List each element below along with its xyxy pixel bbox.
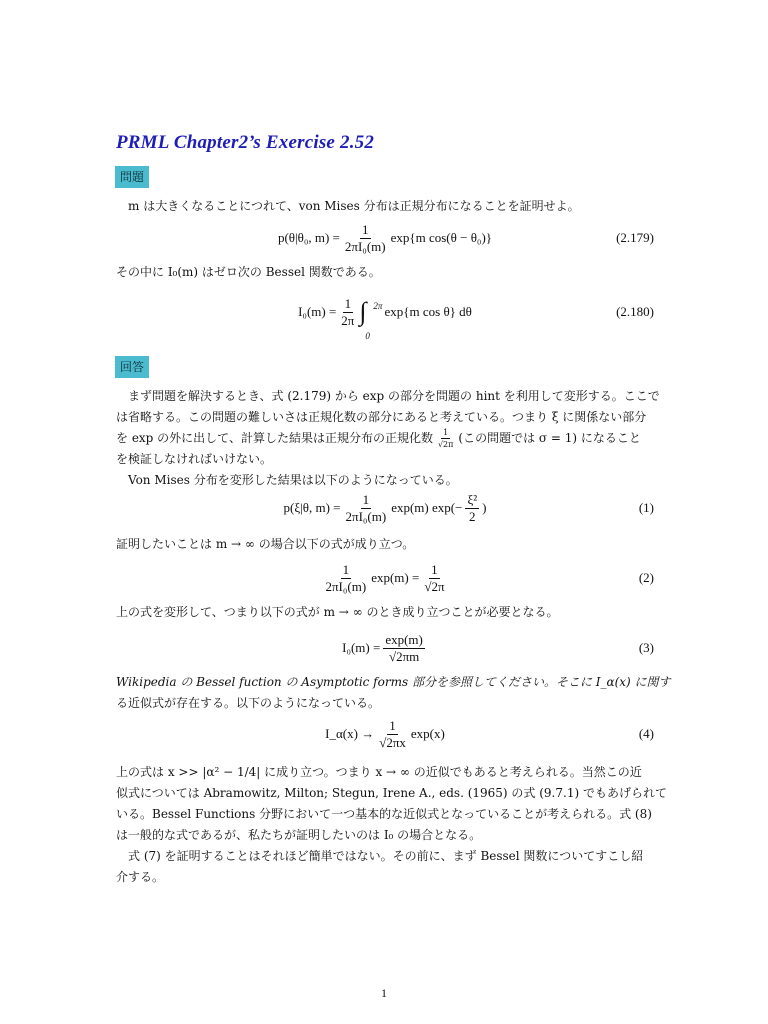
text-line: を exp の外に出して、計算した結果は正規分布の正規化数 $\frac{1}{√2\pi}$ (この問題では σ = 1) になること: [116, 428, 641, 449]
answer-paragraph-2: [116, 534, 654, 555]
eq-fraction: $\frac{\text{ξ²}}{2}$: [467, 491, 478, 524]
answer-paragraph-4: [116, 672, 671, 714]
eq-rhs: exp{m cos θ} dθ: [384, 304, 472, 319]
answer-label: 回答: [115, 356, 149, 378]
eq-lhs: p(ξ|θ, m) =: [283, 500, 341, 515]
text-line: 介する。: [116, 870, 165, 884]
text-line: 似式については Abramowitz, Milton; Stegun, Irene A., eds. (1965) の式 (9.7.1) でもあげられて: [116, 786, 667, 800]
problem-paragraph-2: [116, 262, 654, 283]
eq-fraction: $\frac{1}{√2\pi}$: [424, 561, 445, 594]
text-line: 上の式は x >> |α² − 1/4| に成り立つ。つまり x → ∞ の近似でもあると考えられる。当然この近: [116, 765, 642, 779]
problem-paragraph-1: [116, 196, 654, 217]
equation-1: [116, 488, 654, 528]
eq-tag: (3): [638, 640, 654, 655]
eq-tag: (1): [638, 500, 654, 515]
eq-lhs: I₀(m) =: [298, 304, 337, 319]
text-line: m は大きくなることにつれて、von Mises 分布は正規分布になることを証明せよ。: [128, 199, 580, 213]
eq-mid: exp(m) exp(−: [391, 500, 463, 515]
eq-lhs: p(θ|θ₀, m) =: [277, 230, 340, 245]
text-line: を検証しなければいけない。: [116, 452, 273, 466]
equation-3: [116, 628, 654, 668]
eq-mid: exp(m) =: [371, 570, 420, 585]
text-line: いる。Bessel Functions 分野において一つ基本的な近似式となっていることが考えられる。式 (8): [116, 807, 652, 821]
inline-fraction: $\frac{1}{√2\pi}$: [437, 428, 454, 449]
integral-sign: ∫ 2π 0: [359, 297, 383, 341]
eq-lhs: I_α(x) →: [325, 726, 375, 741]
equation-2: [116, 558, 654, 598]
eq-fraction: $\frac{\exp(m)}{√2\pi m}$: [385, 631, 423, 664]
problem-label: 問題: [115, 166, 149, 188]
text-line: 上の式を変形して、つまり以下の式が m → ∞ のとき成り立つことが必要となる。: [116, 605, 559, 619]
text-line: Von Mises 分布を変形した結果は以下のようになっている。: [128, 473, 458, 487]
eq-fraction: $\frac{1}{2\pi}$: [341, 295, 355, 328]
page-number: 1: [381, 986, 387, 1000]
eq-end: ): [482, 500, 487, 515]
answer-paragraph-3: [116, 602, 654, 623]
equation-4: [116, 714, 654, 754]
answer-paragraph-1: [116, 386, 660, 491]
eq-fraction: $\frac{1}{\text{2πI₀(m)}}$: [345, 491, 387, 524]
eq-tag: (2.180): [616, 304, 654, 319]
text-line: その中に I₀(m) はゼロ次の Bessel 関数である。: [116, 265, 381, 279]
eq-fraction: $\frac{1}{\text{2πI₀(m)}}$: [344, 221, 386, 254]
text-line: る近似式が存在する。以下のようになっている。: [116, 696, 381, 710]
equation-2180: [116, 292, 654, 341]
text-line: まず問題を解決するとき、式 (2.179) から exp の部分を問題の hint を利用して変形する。ここで: [128, 389, 660, 403]
answer-paragraph-5: [116, 762, 667, 888]
eq-tag: (2): [638, 570, 654, 585]
equation-2179: [116, 218, 654, 258]
text-line: は省略する。この問題の難しいさは正規化数の部分にあると考えている。つまり ξ に関係ない部分: [116, 410, 647, 424]
text-line: 式 (7) を証明することはそれほど簡単ではない。その前に、まず Bessel 関数についてすこし紹: [128, 849, 644, 863]
eq-tag: (4): [638, 726, 654, 741]
eq-lhs: I₀(m) =: [342, 640, 381, 655]
eq-tag: (2.179): [616, 230, 654, 245]
text-line: 証明したいことは m → ∞ の場合以下の式が成り立つ。: [116, 537, 415, 551]
page-title: PRML Chapter2’s Exercise 2.52: [116, 132, 375, 153]
text-line: Wikipedia の Bessel fuction の Asymptotic forms 部分を参照してください。そこに I_α(x) に関す: [116, 675, 671, 689]
eq-rhs: exp(x): [410, 726, 445, 741]
text-line: は一般的な式であるが、私たちが証明したいのは I₀ の場合となる。: [116, 828, 482, 842]
eq-fraction: $\frac{1}{√2\pi x}$: [379, 717, 406, 750]
eq-rhs: exp{m cos(θ − θ₀)}: [390, 230, 493, 245]
eq-fraction: $\frac{1}{\text{2πI₀(m)}}$: [325, 561, 367, 594]
